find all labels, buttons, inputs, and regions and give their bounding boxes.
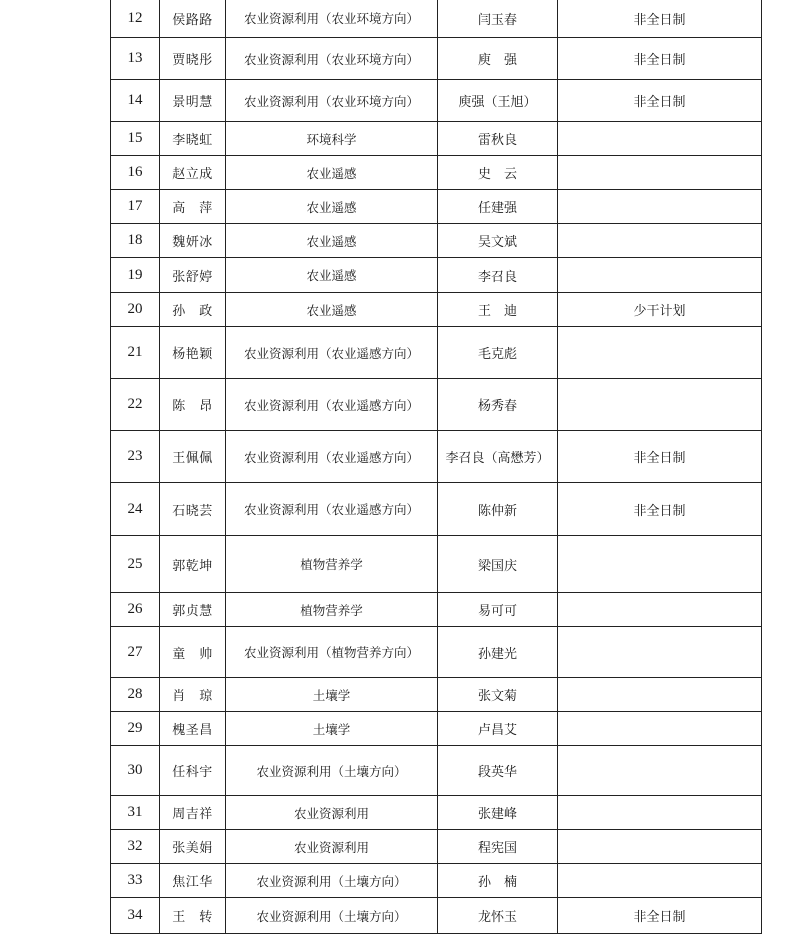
student-name: 郭乾坤 [160, 536, 226, 593]
advisor: 梁国庆 [438, 536, 558, 593]
note: 非全日制 [558, 483, 762, 536]
student-name: 童 帅 [160, 627, 226, 678]
major: 农业资源利用（植物营养方向） [226, 627, 438, 678]
advisor: 孙建光 [438, 627, 558, 678]
major: 农业资源利用（农业环境方向） [226, 0, 438, 38]
note: 非全日制 [558, 431, 762, 483]
row-number: 12 [111, 0, 160, 38]
table-row [111, 224, 762, 258]
row-number: 20 [111, 293, 160, 327]
advisor: 李召良（高懋芳） [438, 431, 558, 483]
major: 农业资源利用（农业遥感方向） [226, 483, 438, 536]
note [558, 830, 762, 864]
row-number: 29 [111, 712, 160, 746]
table-row [111, 293, 762, 327]
note [558, 224, 762, 258]
advisor: 王 迪 [438, 293, 558, 327]
student-name: 石晓芸 [160, 483, 226, 536]
major: 植物营养学 [226, 536, 438, 593]
student-name: 焦江华 [160, 864, 226, 898]
student-name: 周吉祥 [160, 796, 226, 830]
major: 农业资源利用（土壤方向） [226, 746, 438, 796]
student-name: 李晓虹 [160, 122, 226, 156]
major: 土壤学 [226, 678, 438, 712]
major: 农业资源利用 [226, 830, 438, 864]
table-row [111, 746, 762, 796]
note: 非全日制 [558, 80, 762, 122]
note: 少干计划 [558, 293, 762, 327]
major: 农业遥感 [226, 224, 438, 258]
student-advisor-table [110, 0, 762, 934]
table-row [111, 327, 762, 379]
row-number: 25 [111, 536, 160, 593]
major: 农业资源利用（农业遥感方向） [226, 379, 438, 431]
row-number: 28 [111, 678, 160, 712]
table-row [111, 431, 762, 483]
advisor: 张文菊 [438, 678, 558, 712]
major: 土壤学 [226, 712, 438, 746]
note [558, 327, 762, 379]
row-number: 17 [111, 190, 160, 224]
student-name: 郭贞慧 [160, 593, 226, 627]
row-number: 30 [111, 746, 160, 796]
advisor: 庾 强 [438, 38, 558, 80]
advisor: 李召良 [438, 258, 558, 293]
row-number: 21 [111, 327, 160, 379]
row-number: 23 [111, 431, 160, 483]
advisor: 吴文斌 [438, 224, 558, 258]
note [558, 746, 762, 796]
student-name: 贾晓彤 [160, 38, 226, 80]
student-name: 王佩佩 [160, 431, 226, 483]
table-row [111, 258, 762, 293]
note [558, 536, 762, 593]
major: 农业资源利用（农业遥感方向） [226, 431, 438, 483]
table-body [111, 0, 762, 934]
major: 农业遥感 [226, 190, 438, 224]
note: 非全日制 [558, 898, 762, 934]
note [558, 796, 762, 830]
table-row [111, 830, 762, 864]
student-name: 肖 琼 [160, 678, 226, 712]
row-number: 27 [111, 627, 160, 678]
student-name: 张舒婷 [160, 258, 226, 293]
table-row [111, 190, 762, 224]
table-row [111, 796, 762, 830]
row-number: 22 [111, 379, 160, 431]
advisor: 陈仲新 [438, 483, 558, 536]
major: 环境科学 [226, 122, 438, 156]
table-row [111, 627, 762, 678]
student-name: 任科宇 [160, 746, 226, 796]
major: 农业资源利用（土壤方向） [226, 898, 438, 934]
row-number: 18 [111, 224, 160, 258]
note [558, 190, 762, 224]
student-name: 槐圣昌 [160, 712, 226, 746]
advisor: 易可可 [438, 593, 558, 627]
row-number: 31 [111, 796, 160, 830]
row-number: 14 [111, 80, 160, 122]
note [558, 258, 762, 293]
row-number: 34 [111, 898, 160, 934]
table-row [111, 122, 762, 156]
student-name: 杨艳颖 [160, 327, 226, 379]
table-row [111, 864, 762, 898]
student-name: 孙 政 [160, 293, 226, 327]
student-name: 张美娟 [160, 830, 226, 864]
advisor: 史 云 [438, 156, 558, 190]
row-number: 19 [111, 258, 160, 293]
note [558, 678, 762, 712]
major: 农业遥感 [226, 258, 438, 293]
advisor: 段英华 [438, 746, 558, 796]
note [558, 122, 762, 156]
table-row [111, 483, 762, 536]
row-number: 24 [111, 483, 160, 536]
table-row [111, 678, 762, 712]
advisor: 任建强 [438, 190, 558, 224]
student-name: 侯路路 [160, 0, 226, 38]
major: 农业资源利用（农业环境方向） [226, 80, 438, 122]
table-row [111, 536, 762, 593]
table-row [111, 379, 762, 431]
table-row [111, 712, 762, 746]
student-name: 陈 昂 [160, 379, 226, 431]
row-number: 26 [111, 593, 160, 627]
student-name: 景明慧 [160, 80, 226, 122]
note: 非全日制 [558, 0, 762, 38]
table-row [111, 38, 762, 80]
table-row [111, 80, 762, 122]
table-row [111, 898, 762, 934]
note: 非全日制 [558, 38, 762, 80]
major: 农业资源利用（土壤方向） [226, 864, 438, 898]
row-number: 16 [111, 156, 160, 190]
advisor: 雷秋良 [438, 122, 558, 156]
advisor: 毛克彪 [438, 327, 558, 379]
row-number: 13 [111, 38, 160, 80]
note [558, 156, 762, 190]
table-row [111, 593, 762, 627]
major: 农业资源利用（农业环境方向） [226, 38, 438, 80]
major: 植物营养学 [226, 593, 438, 627]
note [558, 864, 762, 898]
advisor: 杨秀春 [438, 379, 558, 431]
note [558, 379, 762, 431]
row-number: 33 [111, 864, 160, 898]
major: 农业资源利用（农业遥感方向） [226, 327, 438, 379]
student-name: 赵立成 [160, 156, 226, 190]
note [558, 627, 762, 678]
advisor: 孙 楠 [438, 864, 558, 898]
advisor: 张建峰 [438, 796, 558, 830]
major: 农业遥感 [226, 293, 438, 327]
row-number: 15 [111, 122, 160, 156]
table-row [111, 0, 762, 38]
student-name: 王 转 [160, 898, 226, 934]
note [558, 593, 762, 627]
advisor: 卢昌艾 [438, 712, 558, 746]
student-name: 高 萍 [160, 190, 226, 224]
major: 农业遥感 [226, 156, 438, 190]
major: 农业资源利用 [226, 796, 438, 830]
note [558, 712, 762, 746]
table-row [111, 156, 762, 190]
advisor: 程宪国 [438, 830, 558, 864]
advisor: 龙怀玉 [438, 898, 558, 934]
student-name: 魏妍冰 [160, 224, 226, 258]
advisor: 庾强（王旭） [438, 80, 558, 122]
row-number: 32 [111, 830, 160, 864]
advisor: 闫玉春 [438, 0, 558, 38]
